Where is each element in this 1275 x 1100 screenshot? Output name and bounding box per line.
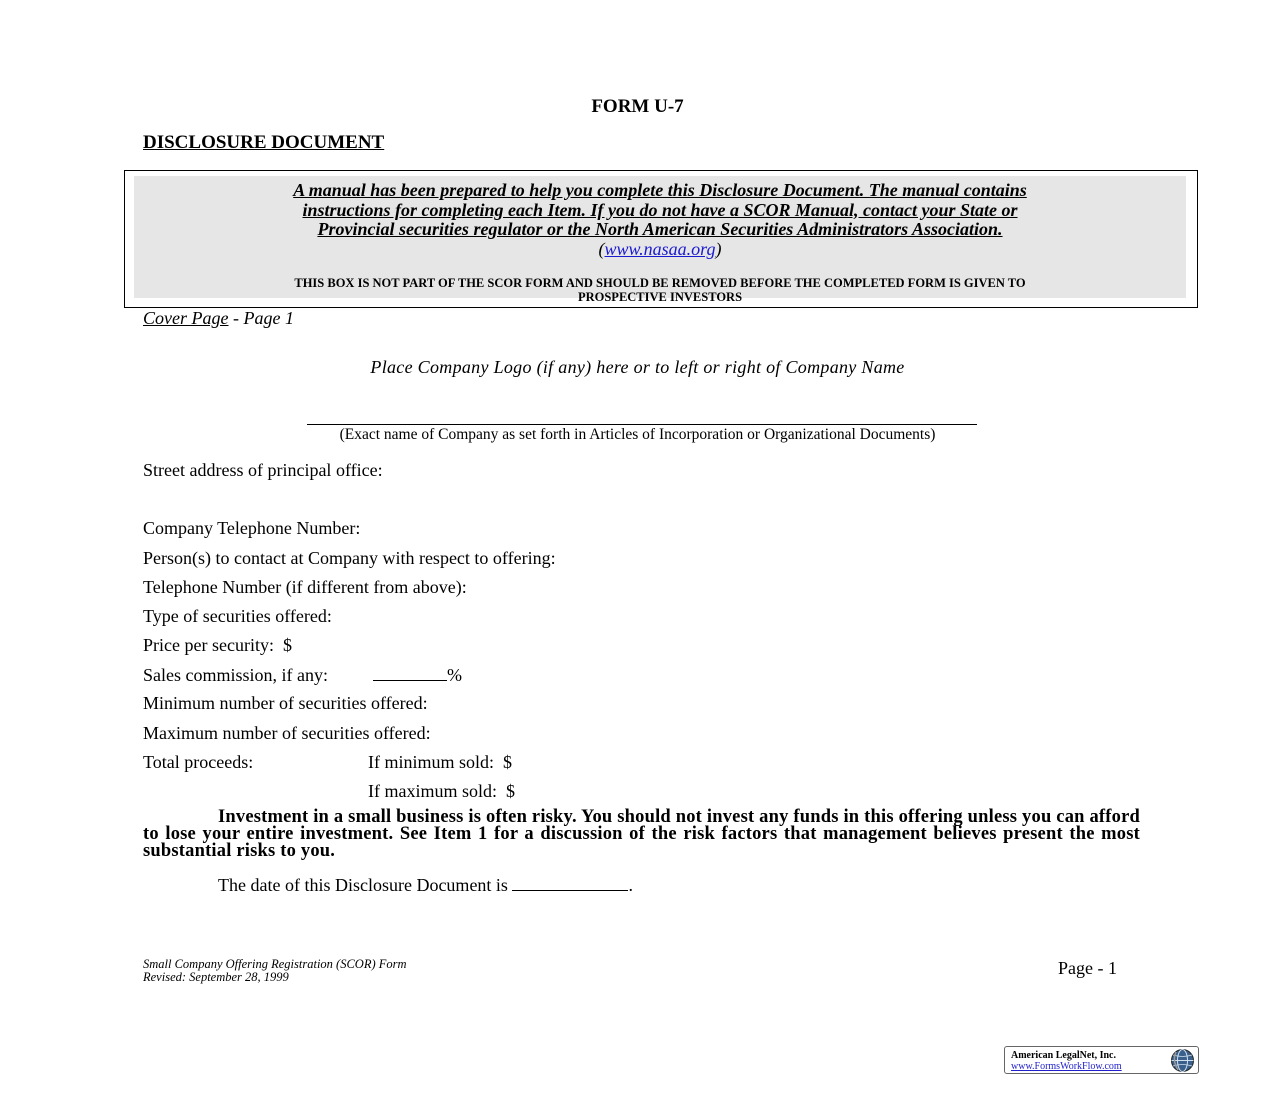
form-title: FORM U-7 [591, 96, 684, 117]
min-securities-label: Minimum number of securities offered: [143, 693, 428, 713]
risk-warning: Investment in a small business is often risky. You should not invest any funds in this offering unless you can afford to lose your entire investment. See Item 1 for a discussion of the risk factors that management believes present the most substantial risks to you. [143, 807, 1140, 861]
vendor-name: American LegalNet, Inc. [1011, 1050, 1116, 1061]
notice-line-2: instructions for completing each Item. If you do not have a SCOR Manual, contact your State or [302, 199, 1018, 220]
page-number: Page - 1 [1058, 958, 1117, 978]
vendor-url[interactable]: www.FormsWorkFlow.com [1011, 1061, 1122, 1072]
notice-line-1: A manual has been prepared to help you complete this Disclosure Document. The manual contains [293, 180, 1027, 200]
link-open-paren: ( [598, 239, 605, 259]
percent-sign: % [446, 665, 462, 685]
link-close-paren: ) [715, 239, 722, 259]
notice-caps-line-2: PROSPECTIVE INVESTORS [577, 290, 743, 304]
footer-form-info [143, 958, 407, 983]
notice-text [134, 181, 1186, 240]
company-phone-label: Company Telephone Number: [143, 518, 361, 538]
if-max-sold-label: If maximum sold: $ [368, 781, 515, 801]
nasaa-link[interactable]: www.nasaa.org [604, 239, 716, 259]
cover-page-label [143, 308, 294, 329]
if-min-sold-label: If minimum sold: $ [368, 752, 512, 772]
vendor-badge[interactable] [1004, 1046, 1199, 1074]
notice-line-3: Provincial securities regulator or the North American Securities Administrators Association. [317, 219, 1003, 239]
date-period: . [628, 875, 633, 895]
company-name-caption: (Exact name of Company as set forth in Articles of Incorporation or Organizational Documents) [339, 426, 936, 443]
footer-form-name: Small Company Offering Registration (SCOR) Form [143, 957, 407, 971]
commission-blank[interactable] [373, 664, 447, 681]
globe-icon [1170, 1048, 1195, 1073]
notice-shaded-area [134, 176, 1186, 304]
sales-commission-row [143, 664, 462, 686]
logo-placeholder: Place Company Logo (if any) here or to left or right of Company Name [370, 357, 905, 377]
date-line-text: The date of this Disclosure Document is [218, 875, 508, 895]
contact-person-label: Person(s) to contact at Company with respect to offering: [143, 548, 556, 568]
cover-page-text: Cover Page [143, 308, 229, 328]
total-proceeds-label: Total proceeds: [143, 752, 254, 772]
notice-caps-line-1: THIS BOX IS NOT PART OF THE SCOR FORM AND SHOULD BE REMOVED BEFORE THE COMPLETED FORM IS GIVEN TO [294, 276, 1026, 290]
max-securities-label: Maximum number of securities offered: [143, 723, 431, 743]
cover-page-suffix: - Page 1 [228, 308, 294, 328]
notice-link-line [134, 239, 1186, 260]
instruction-notice-box [124, 170, 1198, 308]
company-name-line[interactable] [307, 424, 977, 425]
date-line [218, 874, 633, 896]
street-address-label: Street address of principal office: [143, 460, 383, 480]
notice-removal-warning [134, 276, 1186, 304]
footer-revised: Revised: September 28, 1999 [143, 969, 289, 984]
date-blank[interactable] [512, 874, 628, 891]
document-heading: DISCLOSURE DOCUMENT [143, 132, 385, 153]
price-per-security-label: Price per security: $ [143, 635, 292, 655]
sales-commission-label: Sales commission, if any: [143, 665, 328, 685]
alt-phone-label: Telephone Number (if different from above): [143, 577, 467, 597]
security-type-label: Type of securities offered: [143, 606, 332, 626]
